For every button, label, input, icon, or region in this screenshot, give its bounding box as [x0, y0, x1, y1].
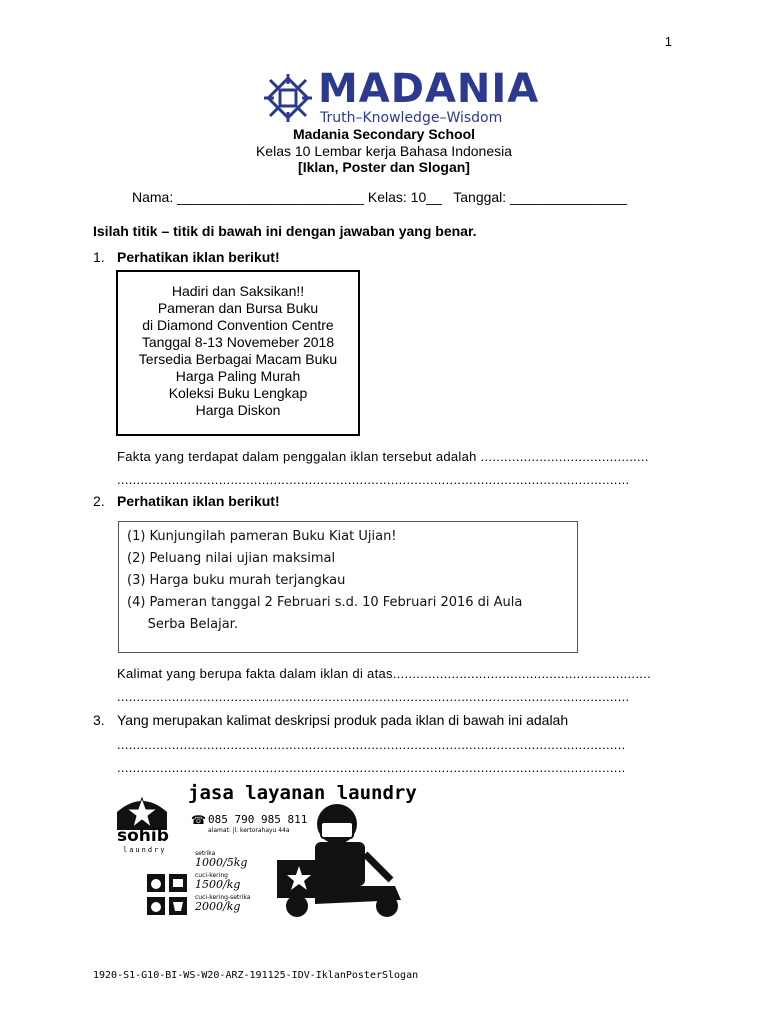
- laundry-brand-sub: laundry: [123, 846, 167, 854]
- price-label: setrika: [195, 850, 216, 857]
- instruction: Isilah titik – titik di bawah ini dengan jawaban yang benar.: [93, 223, 477, 239]
- q1-answer-line[interactable]: ...................................................................................................................................: [117, 472, 630, 487]
- q1-ad-line: Pameran dan Bursa Buku: [157, 300, 319, 316]
- q1-ad-box: [116, 270, 360, 436]
- q2-ad-box: [118, 521, 578, 653]
- worksheet-subtitle: Kelas 10 Lembar kerja Bahasa Indonesia: [255, 143, 513, 159]
- laundry-service-icons: [145, 872, 195, 918]
- star-logo-icon: [117, 794, 167, 830]
- page-number: 1: [664, 34, 672, 49]
- q1-number: 1.: [93, 249, 105, 265]
- logo-brand: MADANIA: [318, 66, 540, 112]
- logo-tagline: Truth–Knowledge–Wisdom: [320, 110, 503, 126]
- q2-number: 2.: [93, 493, 105, 509]
- price-value: 1000/5kg: [195, 856, 248, 869]
- q2-ad-line: (3) Harga buku murah terjangkau: [127, 573, 346, 588]
- q2-answer-line[interactable]: ...................................................................................................................................: [117, 689, 630, 704]
- laundry-headline: jasa layanan laundry: [188, 782, 417, 804]
- q2-ad-line: Serba Belajar.: [127, 617, 238, 632]
- q2-ad-line: (1) Kunjungilah pameran Buku Kiat Ujian!: [127, 529, 397, 544]
- price-value: 2000/kg: [195, 900, 241, 913]
- madania-logo-icon: [260, 70, 316, 126]
- phone-icon: ☎: [191, 813, 206, 827]
- q1-question: Fakta yang terdapat dalam penggalan iklan tersebut adalah ...........................................: [117, 449, 649, 464]
- q1-ad-line: Harga Paling Murah: [175, 368, 301, 384]
- q1-ad-line: di Diamond Convention Centre: [142, 317, 334, 333]
- q1-ad-line: Harga Diskon: [195, 402, 281, 418]
- laundry-brand: sohib: [117, 826, 169, 846]
- laundry-ad: [115, 780, 415, 920]
- price-value: 1500/kg: [195, 878, 241, 891]
- q2-ad-line: (4) Pameran tanggal 2 Februari s.d. 10 Februari 2016 di Aula: [127, 595, 523, 610]
- q3-number: 3.: [93, 712, 105, 728]
- student-info-line[interactable]: Nama: ________________________ Kelas: 10__ Tanggal: _______________: [132, 189, 627, 205]
- document-code: 1920-S1-G10-BI-WS-W20-ARZ-191125-IDV-IklanPosterSlogan: [93, 970, 419, 981]
- price-label: cuci-kering-setrika: [195, 894, 251, 901]
- q3-answer-line-2[interactable]: ..................................................................................................................................: [117, 760, 626, 775]
- delivery-scooter-icon: [275, 800, 415, 918]
- q3-answer-line-1[interactable]: ..................................................................................................................................: [117, 737, 626, 752]
- price-label: cuci-kering: [195, 872, 228, 879]
- q1-ad-line: Tanggal 8-13 Novemeber 2018: [141, 334, 335, 350]
- school-name: Madania Secondary School: [292, 126, 476, 142]
- q1-ad-line: Koleksi Buku Lengkap: [168, 385, 308, 401]
- worksheet-topic: [Iklan, Poster dan Slogan]: [298, 159, 470, 175]
- q3-question: Yang merupakan kalimat deskripsi produk pada iklan di bawah ini adalah: [117, 712, 569, 728]
- q1-prompt: Perhatikan iklan berikut!: [117, 249, 280, 265]
- laundry-phone: 085 790 985 811: [208, 813, 308, 826]
- q2-prompt: Perhatikan iklan berikut!: [117, 493, 280, 509]
- q2-ad-line: (2) Peluang nilai ujian maksimal: [127, 551, 336, 566]
- laundry-address: alamat: jl. kertorahayu 44a: [208, 827, 290, 834]
- q1-ad-line: Tersedia Berbagai Macam Buku: [138, 351, 338, 367]
- q1-ad-line: Hadiri dan Saksikan!!: [171, 283, 305, 299]
- q2-question: Kalimat yang berupa fakta dalam iklan di atas..................................................................: [117, 666, 651, 681]
